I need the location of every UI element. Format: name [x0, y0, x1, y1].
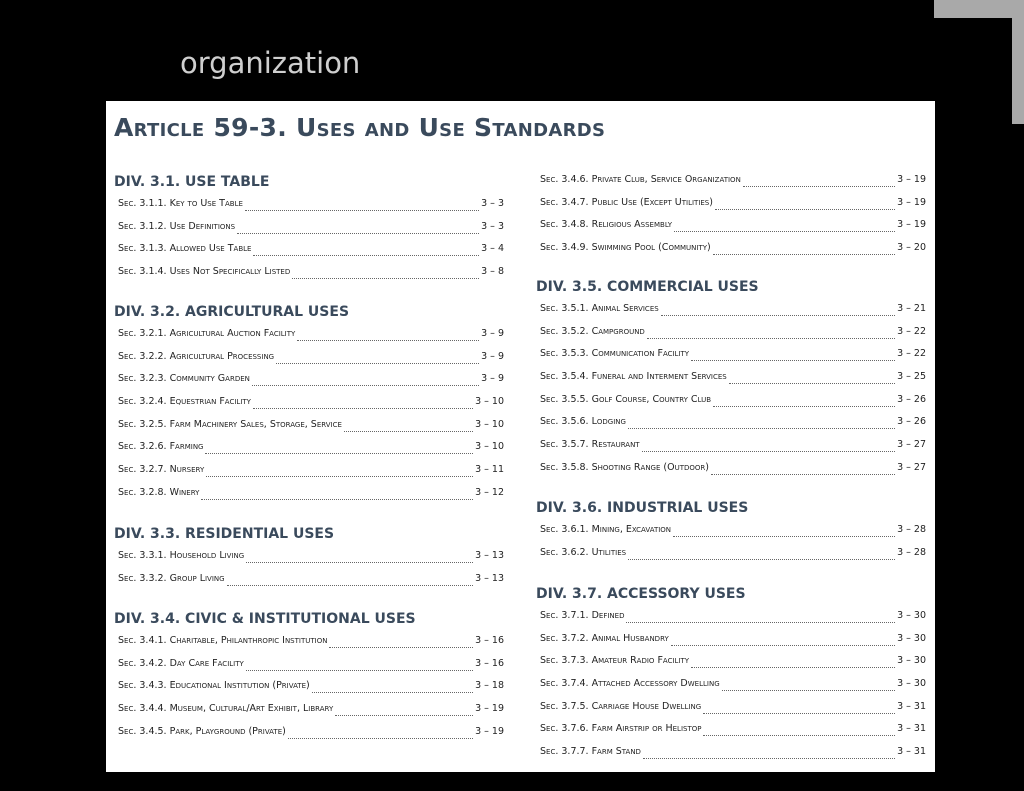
toc-entry[interactable] [536, 628, 926, 651]
toc-entry-page: 3 – 27 [897, 461, 926, 473]
dot-leader [628, 551, 895, 560]
toc-entry-label: Sec. 3.4.9. Swimming Pool (Community) [540, 242, 711, 254]
toc-entry[interactable] [536, 741, 926, 764]
dot-leader [253, 400, 473, 409]
dot-leader [642, 443, 895, 452]
toc-entry-page: 3 – 19 [897, 174, 926, 185]
dot-leader [713, 246, 895, 255]
dot-leader [691, 352, 895, 361]
toc-entry-label: Sec. 3.7.4. Attached Accessory Dwelling [540, 678, 720, 690]
toc-entry-label: Sec. 3.2.7. Nursery [118, 464, 205, 476]
toc-entry[interactable] [114, 698, 504, 721]
toc-entry-page: 3 – 4 [481, 243, 504, 255]
dot-leader [703, 727, 895, 736]
toc-entry[interactable] [536, 389, 926, 412]
toc-entry[interactable] [114, 545, 504, 568]
toc-entry[interactable] [536, 343, 926, 366]
toc-entry-label: Sec. 3.6.2. Utilities [540, 546, 627, 558]
toc-entry[interactable] [114, 675, 504, 698]
toc-entry-page: 3 – 13 [475, 572, 504, 584]
toc-entry-label: Sec. 3.2.1. Agricultural Auction Facility [118, 328, 296, 339]
toc-entry[interactable] [114, 391, 504, 414]
toc-entry-page: 3 – 3 [481, 220, 504, 232]
dot-leader [206, 468, 473, 477]
toc-entry[interactable] [536, 605, 926, 628]
toc-entry-page: 3 – 22 [897, 325, 926, 337]
dot-leader [691, 659, 895, 668]
dot-leader [711, 466, 895, 475]
toc-entry-page: 3 – 19 [897, 196, 926, 208]
toc-entry-page: 3 – 31 [897, 746, 926, 758]
toc-entry-page: 3 – 10 [475, 441, 504, 453]
dot-leader [335, 707, 473, 716]
toc-entry-label: Sec. 3.7.3. Amateur Radio Facility [540, 655, 690, 667]
toc-entry-page: 3 – 26 [897, 416, 926, 428]
toc-entry[interactable] [536, 411, 926, 434]
toc-entry[interactable] [114, 568, 504, 591]
division-block [536, 169, 926, 260]
toc-entry[interactable] [114, 346, 504, 369]
toc-entry-label: Sec. 3.5.3. Communication Facility [540, 348, 690, 360]
dot-leader [643, 750, 895, 759]
toc-entry[interactable] [536, 321, 926, 344]
toc-entry[interactable] [536, 650, 926, 673]
toc-entry[interactable] [536, 192, 926, 215]
toc-entry[interactable] [536, 696, 926, 719]
toc-entry[interactable] [536, 718, 926, 741]
toc-entry-label: Sec. 3.4.2. Day Care Facility [118, 657, 244, 669]
dot-leader [297, 332, 479, 341]
division-heading: DIV. 3.1. USE TABLE [114, 174, 270, 190]
toc-entry-page: 3 – 11 [475, 464, 504, 476]
toc-entry[interactable] [536, 673, 926, 696]
toc-entry-label: Sec. 3.4.6. Private Club, Service Organization [540, 174, 741, 185]
toc-entry-label: Sec. 3.1.3. Allowed Use Table [118, 243, 252, 255]
toc-entry[interactable] [114, 193, 504, 216]
toc-entry[interactable] [114, 323, 504, 346]
dot-leader [628, 420, 895, 429]
toc-entry-label: Sec. 3.4.3. Educational Institution (Private) [118, 680, 310, 692]
toc-entry-page: 3 – 28 [897, 524, 926, 535]
toc-entry[interactable] [536, 214, 926, 237]
toc-entry-label: Sec. 3.2.5. Farm Machinery Sales, Storage, Service [118, 418, 342, 430]
toc-entry-label: Sec. 3.5.6. Lodging [540, 416, 626, 428]
toc-entry[interactable] [114, 459, 504, 482]
toc-entry-page: 3 – 10 [475, 396, 504, 408]
dot-leader [715, 201, 895, 210]
dot-leader [252, 377, 479, 386]
dot-leader [201, 491, 473, 500]
toc-entry-label: Sec. 3.5.5. Golf Course, Country Club [540, 393, 712, 405]
toc-entry-label: Sec. 3.1.4. Uses Not Specifically Listed [118, 266, 291, 278]
toc-entry-label: Sec. 3.2.4. Equestrian Facility [118, 396, 251, 408]
toc-entry-page: 3 – 30 [897, 610, 926, 621]
toc-entry-label: Sec. 3.2.2. Agricultural Processing [118, 350, 275, 362]
toc-entry-page: 3 – 12 [475, 486, 504, 498]
toc-entry-label: Sec. 3.4.4. Museum, Cultural/Art Exhibit, Library [118, 703, 334, 715]
toc-entry-label: Sec. 3.2.8. Winery [118, 486, 200, 498]
toc-entry-page: 3 – 19 [475, 703, 504, 715]
toc-entry-label: Sec. 3.5.4. Funeral and Interment Services [540, 371, 727, 383]
toc-entry-label: Sec. 3.3.2. Group Living [118, 572, 225, 584]
dot-leader [246, 662, 473, 671]
toc-entry[interactable] [114, 436, 504, 459]
division-heading: DIV. 3.3. RESIDENTIAL USES [114, 526, 335, 542]
toc-entry-label: Sec. 3.2.6. Farming [118, 441, 204, 453]
toc-entry[interactable] [114, 216, 504, 239]
toc-entry-page: 3 – 3 [481, 198, 504, 209]
dot-leader [647, 330, 895, 339]
dot-leader [626, 614, 895, 623]
toc-entry-page: 3 – 10 [475, 418, 504, 430]
toc-entry-label: Sec. 3.7.5. Carriage House Dwelling [540, 700, 702, 712]
toc-entry-page: 3 – 30 [897, 678, 926, 690]
corner-decoration [934, 0, 1024, 130]
toc-entry[interactable] [536, 366, 926, 389]
division-heading: DIV. 3.6. INDUSTRIAL USES [536, 500, 749, 516]
toc-entry-page: 3 – 9 [481, 350, 504, 362]
toc-entry-page: 3 – 9 [481, 373, 504, 385]
toc-entry[interactable] [114, 368, 504, 391]
toc-entry-page: 3 – 31 [897, 723, 926, 735]
division-block [536, 497, 926, 564]
toc-entry-page: 3 – 26 [897, 393, 926, 405]
toc-entry-page: 3 – 18 [475, 680, 504, 692]
toc-entry-label: Sec. 3.4.5. Park, Playground (Private) [118, 725, 286, 737]
division-block [536, 276, 926, 480]
toc-entry[interactable] [536, 457, 926, 480]
toc-entry-page: 3 – 30 [897, 655, 926, 667]
toc-entry[interactable] [536, 434, 926, 457]
toc-entry-page: 3 – 13 [475, 550, 504, 561]
toc-entry-page: 3 – 27 [897, 439, 926, 451]
toc-entry[interactable] [536, 237, 926, 260]
toc-entry-page: 3 – 16 [475, 657, 504, 669]
toc-entry[interactable] [536, 519, 926, 542]
toc-entry-label: Sec. 3.5.2. Campground [540, 325, 645, 337]
division-block [114, 608, 504, 743]
dot-leader [329, 639, 473, 648]
toc-entry[interactable] [114, 482, 504, 505]
toc-entry-label: Sec. 3.4.1. Charitable, Philanthropic Institution [118, 635, 328, 646]
dot-leader [205, 445, 473, 454]
dot-leader [312, 684, 473, 693]
dot-leader [227, 577, 474, 586]
toc-entry[interactable] [536, 542, 926, 565]
toc-entry-page: 3 – 20 [897, 242, 926, 254]
slide-title: organization [180, 46, 361, 80]
dot-leader [713, 398, 895, 407]
corner-bar-side [1012, 0, 1024, 124]
division-heading: DIV. 3.7. ACCESSORY USES [536, 586, 746, 602]
division-heading: DIV. 3.4. CIVIC & INSTITUTIONAL USES [114, 611, 416, 627]
dot-leader [246, 554, 473, 563]
toc-entry-label: Sec. 3.5.7. Restaurant [540, 439, 640, 451]
dot-leader [661, 307, 895, 316]
toc-entry-label: Sec. 3.5.1. Animal Services [540, 303, 659, 314]
toc-entry-page: 3 – 19 [475, 725, 504, 737]
toc-entry-page: 3 – 19 [897, 219, 926, 231]
toc-entry-label: Sec. 3.1.1. Key to Use Table [118, 198, 243, 209]
division-block [114, 301, 504, 505]
toc-entry[interactable] [114, 630, 504, 653]
dot-leader [674, 223, 895, 232]
toc-entry[interactable] [114, 653, 504, 676]
dot-leader [729, 375, 895, 384]
division-block [536, 583, 926, 764]
toc-entry-page: 3 – 8 [481, 266, 504, 278]
toc-entry[interactable] [536, 298, 926, 321]
toc-entry-page: 3 – 21 [897, 303, 926, 314]
division-heading: DIV. 3.5. COMMERCIAL USES [536, 279, 759, 295]
toc-entry[interactable] [114, 261, 504, 284]
toc-entry-page: 3 – 30 [897, 632, 926, 644]
toc-entry-label: Sec. 3.4.7. Public Use (Except Utilities) [540, 196, 713, 208]
toc-entry-page: 3 – 28 [897, 546, 926, 558]
dot-leader [276, 355, 479, 364]
toc-entry[interactable] [536, 169, 926, 192]
division-block [114, 171, 504, 284]
toc-entry-label: Sec. 3.7.7. Farm Stand [540, 746, 641, 758]
toc-entry-label: Sec. 3.6.1. Mining, Excavation [540, 524, 672, 535]
toc-entry-label: Sec. 3.3.1. Household Living [118, 550, 245, 561]
corner-bar-top [934, 0, 1024, 18]
dot-leader [292, 270, 479, 279]
dot-leader [673, 528, 895, 537]
dot-leader [237, 225, 479, 234]
dot-leader [703, 705, 895, 714]
document-page [106, 101, 935, 772]
dot-leader [671, 637, 895, 646]
toc-entry-label: Sec. 3.5.8. Shooting Range (Outdoor) [540, 461, 709, 473]
toc-entry-label: Sec. 3.7.1. Defined [540, 610, 625, 621]
toc-entry-label: Sec. 3.1.2. Use Definitions [118, 220, 236, 232]
toc-entry-page: 3 – 25 [897, 371, 926, 383]
dot-leader [288, 730, 473, 739]
toc-entry-page: 3 – 31 [897, 700, 926, 712]
toc-entry[interactable] [114, 238, 504, 261]
division-block [114, 523, 504, 590]
toc-entry-label: Sec. 3.4.8. Religious Assembly [540, 219, 673, 231]
dot-leader [722, 682, 895, 691]
toc-entry-label: Sec. 3.2.3. Community Garden [118, 373, 250, 385]
toc-entry-page: 3 – 22 [897, 348, 926, 360]
dot-leader [253, 247, 479, 256]
dot-leader [245, 202, 479, 211]
document-title: Article 59-3. Uses and Use Standards [114, 113, 606, 142]
toc-entry-page: 3 – 9 [481, 328, 504, 339]
division-heading: DIV. 3.2. AGRICULTURAL USES [114, 304, 350, 320]
toc-entry-label: Sec. 3.7.2. Animal Husbandry [540, 632, 669, 644]
dot-leader [344, 423, 473, 432]
toc-entry-label: Sec. 3.7.6. Farm Airstrip or Helistop [540, 723, 702, 735]
toc-entry-page: 3 – 16 [475, 635, 504, 646]
toc-entry[interactable] [114, 414, 504, 437]
toc-entry[interactable] [114, 721, 504, 744]
dot-leader [743, 178, 895, 187]
